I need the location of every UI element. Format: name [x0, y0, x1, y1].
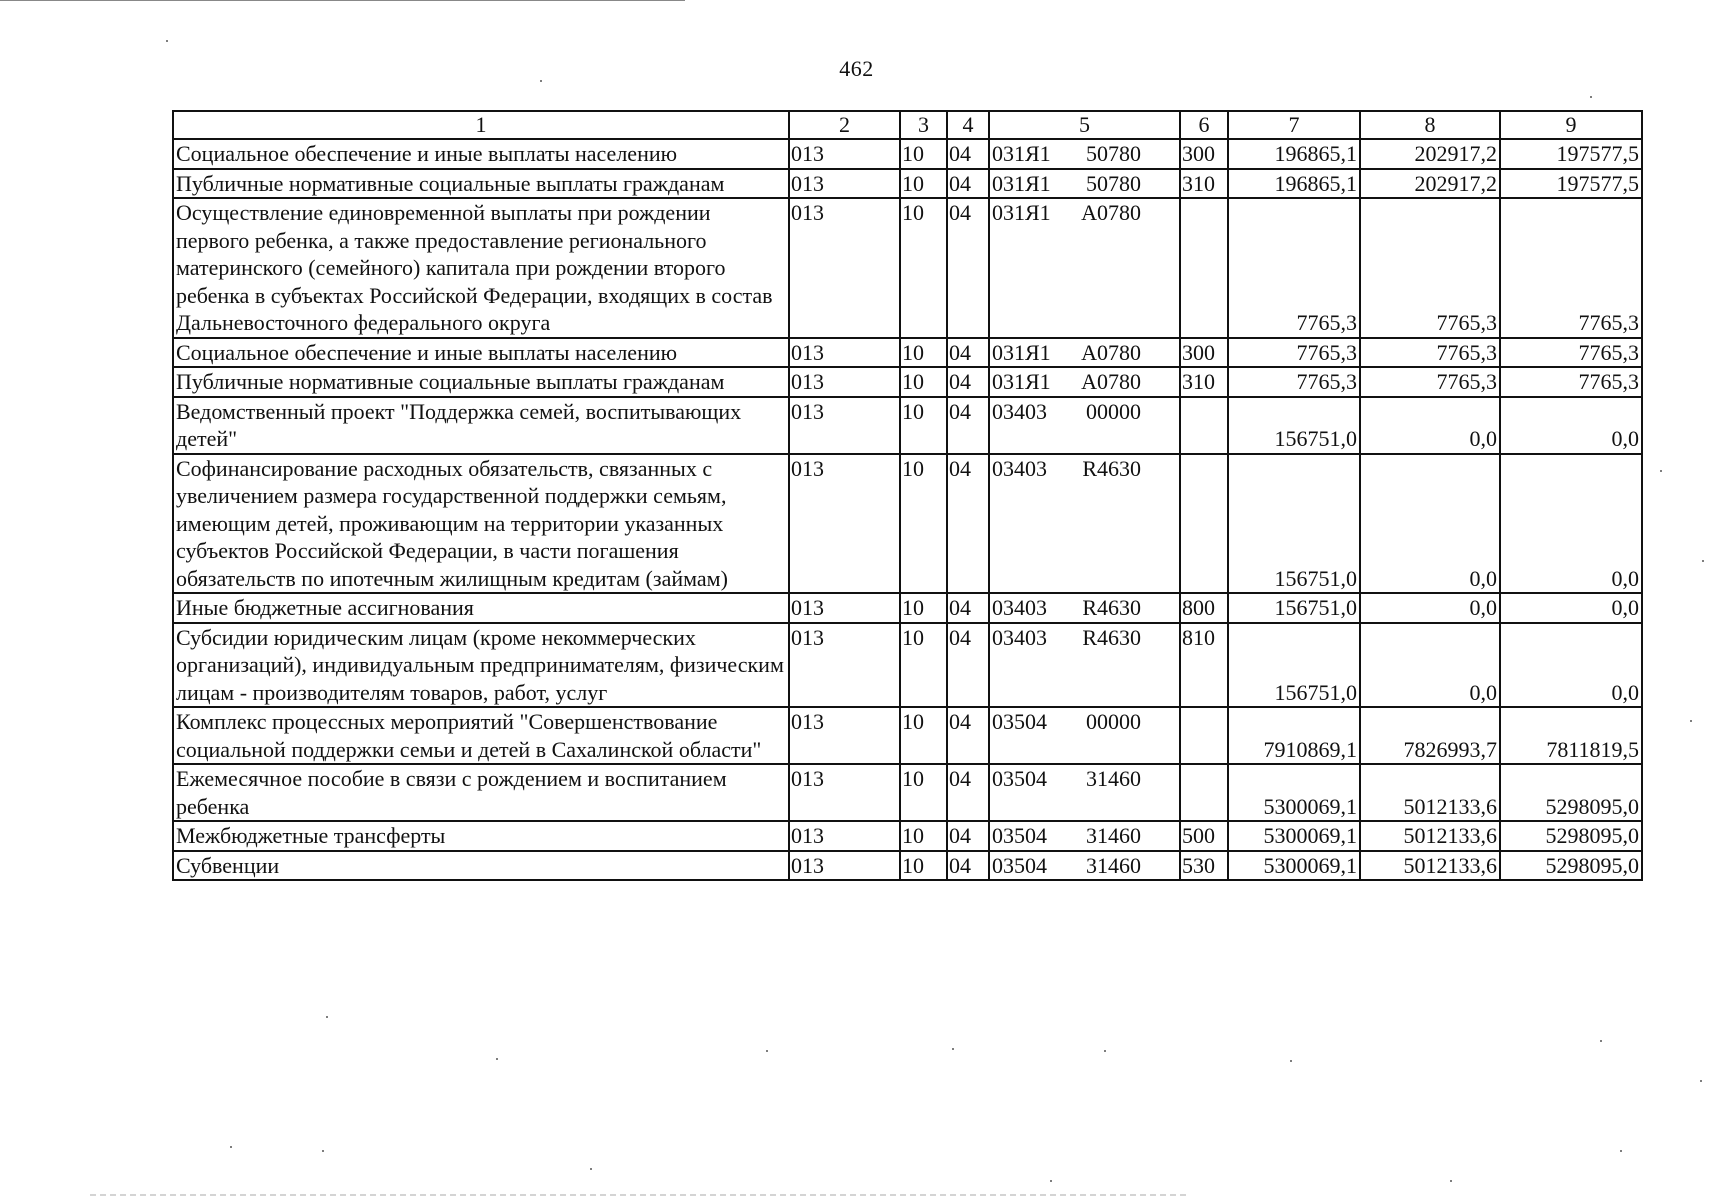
direction-code: 00000 [1086, 709, 1141, 734]
amount-year-2: 7765,3 [1360, 338, 1500, 368]
amount-year-2: 0,0 [1360, 397, 1500, 454]
amount-year-1: 156751,0 [1228, 623, 1360, 708]
table-row [173, 764, 1642, 821]
table-row [173, 851, 1642, 881]
row-name: Социальное обеспечение и иные выплаты населению [173, 338, 789, 368]
program-code: 031Я1 [992, 369, 1051, 394]
speck [1450, 1180, 1452, 1182]
column-header: 4 [947, 111, 989, 139]
row-name: Субвенции [173, 851, 789, 881]
program-code: 03403 [992, 398, 1047, 424]
table-row [173, 821, 1642, 851]
amount-year-2: 5012133,6 [1360, 851, 1500, 881]
scan-edge [0, 0, 1713, 1]
program-code: 031Я1 [992, 200, 1051, 225]
speck [326, 1016, 328, 1018]
amount-year-2: 202917,2 [1360, 139, 1500, 169]
section-code: 10 [900, 198, 947, 338]
amount-year-1: 156751,0 [1228, 454, 1360, 594]
ministry-code: 013 [789, 623, 900, 708]
row-name: Социальное обеспечение и иные выплаты населению [173, 139, 789, 169]
row-name: Комплекс процессных мероприятий "Совершенствование социальной поддержки семьи и детей в Сахалинской области" [173, 707, 789, 764]
program-code: 03504 [992, 766, 1047, 791]
target-article-code [989, 764, 1180, 821]
ministry-code: 013 [789, 593, 900, 623]
ministry-code: 013 [789, 821, 900, 851]
amount-year-2: 7765,3 [1360, 198, 1500, 338]
table-row [173, 367, 1642, 397]
expense-type-code: 300 [1180, 338, 1228, 368]
amount-year-3: 0,0 [1500, 623, 1642, 708]
amount-year-3: 7765,3 [1500, 198, 1642, 338]
ministry-code: 013 [789, 764, 900, 821]
amount-year-3: 5298095,0 [1500, 851, 1642, 881]
section-code: 10 [900, 397, 947, 454]
amount-year-1: 7765,3 [1228, 198, 1360, 338]
page-number: 462 [839, 56, 874, 81]
amount-year-3: 197577,5 [1500, 169, 1642, 199]
table-row [173, 338, 1642, 368]
row-name: Публичные нормативные социальные выплаты гражданам [173, 367, 789, 397]
section-code: 10 [900, 367, 947, 397]
amount-year-2: 5012133,6 [1360, 821, 1500, 851]
speck [1104, 1050, 1106, 1052]
amount-year-2: 5012133,6 [1360, 764, 1500, 821]
amount-year-3: 197577,5 [1500, 139, 1642, 169]
program-code: 03403 [992, 624, 1047, 650]
amount-year-2: 202917,2 [1360, 169, 1500, 199]
ministry-code: 013 [789, 139, 900, 169]
direction-code: R4630 [1082, 595, 1141, 620]
row-name: Публичные нормативные социальные выплаты гражданам [173, 169, 789, 199]
speck [1660, 470, 1662, 472]
direction-code: 31460 [1086, 823, 1141, 848]
expense-type-code: 800 [1180, 593, 1228, 623]
section-code: 10 [900, 851, 947, 881]
expense-type-code [1180, 454, 1228, 594]
scan-edge [90, 1194, 1190, 1196]
row-name: Субсидии юридическим лицам (кроме некоммерческих организаций), индивидуальным предпринимателям, физическим лицам - производителям товаров, работ, услуг [173, 623, 789, 708]
subsection-code: 04 [947, 593, 989, 623]
amount-year-2: 0,0 [1360, 454, 1500, 594]
column-header: 6 [1180, 111, 1228, 139]
amount-year-3: 0,0 [1500, 593, 1642, 623]
table-row [173, 593, 1642, 623]
subsection-code: 04 [947, 851, 989, 881]
target-article-code [989, 169, 1180, 199]
amount-year-1: 5300069,1 [1228, 851, 1360, 881]
table-row [173, 397, 1642, 454]
subsection-code: 04 [947, 367, 989, 397]
budget-table [172, 110, 1643, 881]
table-row [173, 623, 1642, 708]
expense-type-code: 500 [1180, 821, 1228, 851]
program-code: 031Я1 [992, 170, 1051, 196]
ministry-code: 013 [789, 707, 900, 764]
amount-year-1: 7910869,1 [1228, 707, 1360, 764]
amount-year-2: 0,0 [1360, 593, 1500, 623]
speck [166, 40, 168, 42]
direction-code: 31460 [1086, 852, 1141, 878]
direction-code: 00000 [1086, 398, 1141, 424]
section-code: 10 [900, 707, 947, 764]
column-header: 1 [173, 111, 789, 139]
subsection-code: 04 [947, 821, 989, 851]
ministry-code: 013 [789, 454, 900, 594]
target-article-code [989, 139, 1180, 169]
expense-type-code: 530 [1180, 851, 1228, 881]
amount-year-3: 7765,3 [1500, 338, 1642, 368]
row-name: Ежемесячное пособие в связи с рождением и воспитанием ребенка [173, 764, 789, 821]
target-article-code [989, 397, 1180, 454]
subsection-code: 04 [947, 454, 989, 594]
target-article-code [989, 707, 1180, 764]
expense-type-code [1180, 707, 1228, 764]
section-code: 10 [900, 169, 947, 199]
speck [1290, 1060, 1292, 1062]
target-article-code [989, 338, 1180, 368]
ministry-code: 013 [789, 397, 900, 454]
section-code: 10 [900, 454, 947, 594]
amount-year-3: 7811819,5 [1500, 707, 1642, 764]
amount-year-1: 7765,3 [1228, 367, 1360, 397]
target-article-code [989, 593, 1180, 623]
section-code: 10 [900, 593, 947, 623]
subsection-code: 04 [947, 169, 989, 199]
direction-code: R4630 [1082, 624, 1141, 650]
speck [590, 1168, 592, 1170]
section-code: 10 [900, 821, 947, 851]
speck [952, 1048, 954, 1050]
column-header: 7 [1228, 111, 1360, 139]
direction-code: А0780 [1081, 339, 1141, 365]
program-code: 03403 [992, 595, 1047, 620]
speck [1702, 560, 1704, 562]
program-code: 031Я1 [992, 141, 1051, 166]
ministry-code: 013 [789, 851, 900, 881]
table-row [173, 454, 1642, 594]
amount-year-1: 156751,0 [1228, 397, 1360, 454]
expense-type-code [1180, 198, 1228, 338]
subsection-code: 04 [947, 397, 989, 454]
speck [766, 1050, 768, 1052]
table-row [173, 198, 1642, 338]
speck [1690, 720, 1692, 722]
amount-year-1: 196865,1 [1228, 139, 1360, 169]
amount-year-3: 5298095,0 [1500, 764, 1642, 821]
target-article-code [989, 367, 1180, 397]
direction-code: 50780 [1086, 141, 1141, 166]
program-code: 03504 [992, 709, 1047, 734]
amount-year-1: 196865,1 [1228, 169, 1360, 199]
column-header: 8 [1360, 111, 1500, 139]
expense-type-code: 300 [1180, 139, 1228, 169]
speck [1590, 96, 1592, 98]
row-name: Межбюджетные трансферты [173, 821, 789, 851]
column-header: 5 [989, 111, 1180, 139]
target-article-code [989, 851, 1180, 881]
section-code: 10 [900, 139, 947, 169]
direction-code: 50780 [1086, 170, 1141, 196]
table-body [173, 139, 1642, 880]
amount-year-1: 5300069,1 [1228, 764, 1360, 821]
program-code: 03504 [992, 823, 1047, 848]
subsection-code: 04 [947, 623, 989, 708]
row-name: Осуществление единовременной выплаты при рождении первого ребенка, а также предоставление регионального материнского (семейного) капитала при рождении второго ребенка в субъектах Российской Федерации, входящих в состав Дальневосточного федерального округа [173, 198, 789, 338]
column-header: 2 [789, 111, 900, 139]
expense-type-code: 310 [1180, 367, 1228, 397]
table-row [173, 139, 1642, 169]
table-row [173, 169, 1642, 199]
amount-year-3: 7765,3 [1500, 367, 1642, 397]
amount-year-3: 5298095,0 [1500, 821, 1642, 851]
direction-code: 31460 [1086, 766, 1141, 791]
ministry-code: 013 [789, 198, 900, 338]
subsection-code: 04 [947, 338, 989, 368]
ministry-code: 013 [789, 367, 900, 397]
amount-year-1: 5300069,1 [1228, 821, 1360, 851]
section-code: 10 [900, 764, 947, 821]
speck [540, 80, 542, 82]
row-name: Софинансирование расходных обязательств, связанных с увеличением размера государственной поддержки семьям, имеющим детей, проживающим на территории указанных субъектов Российской Федерации, в части погашения обязательств по ипотечным жилищным кредитам (займам) [173, 454, 789, 594]
row-name: Иные бюджетные ассигнования [173, 593, 789, 623]
amount-year-2: 7765,3 [1360, 367, 1500, 397]
direction-code: R4630 [1082, 455, 1141, 481]
speck [1600, 1040, 1602, 1042]
direction-code: А0780 [1081, 200, 1141, 225]
program-code: 03504 [992, 852, 1047, 878]
speck [1050, 1180, 1052, 1182]
subsection-code: 04 [947, 198, 989, 338]
subsection-code: 04 [947, 139, 989, 169]
subsection-code: 04 [947, 764, 989, 821]
column-header: 3 [900, 111, 947, 139]
expense-type-code [1180, 397, 1228, 454]
direction-code: А0780 [1081, 369, 1141, 394]
section-code: 10 [900, 338, 947, 368]
amount-year-3: 0,0 [1500, 397, 1642, 454]
speck [230, 1146, 232, 1148]
target-article-code [989, 198, 1180, 338]
speck [1620, 1150, 1622, 1152]
target-article-code [989, 623, 1180, 708]
program-code: 03403 [992, 455, 1047, 481]
amount-year-3: 0,0 [1500, 454, 1642, 594]
table-header-row [173, 111, 1642, 139]
program-code: 031Я1 [992, 339, 1051, 365]
ministry-code: 013 [789, 169, 900, 199]
target-article-code [989, 454, 1180, 594]
section-code: 10 [900, 623, 947, 708]
speck [322, 1150, 324, 1152]
table-row [173, 707, 1642, 764]
expense-type-code [1180, 764, 1228, 821]
ministry-code: 013 [789, 338, 900, 368]
speck [1700, 1080, 1702, 1082]
amount-year-1: 156751,0 [1228, 593, 1360, 623]
target-article-code [989, 821, 1180, 851]
subsection-code: 04 [947, 707, 989, 764]
amount-year-2: 0,0 [1360, 623, 1500, 708]
speck [496, 1058, 498, 1060]
amount-year-1: 7765,3 [1228, 338, 1360, 368]
column-header: 9 [1500, 111, 1642, 139]
expense-type-code: 310 [1180, 169, 1228, 199]
amount-year-2: 7826993,7 [1360, 707, 1500, 764]
row-name: Ведомственный проект "Поддержка семей, воспитывающих детей" [173, 397, 789, 454]
expense-type-code: 810 [1180, 623, 1228, 708]
